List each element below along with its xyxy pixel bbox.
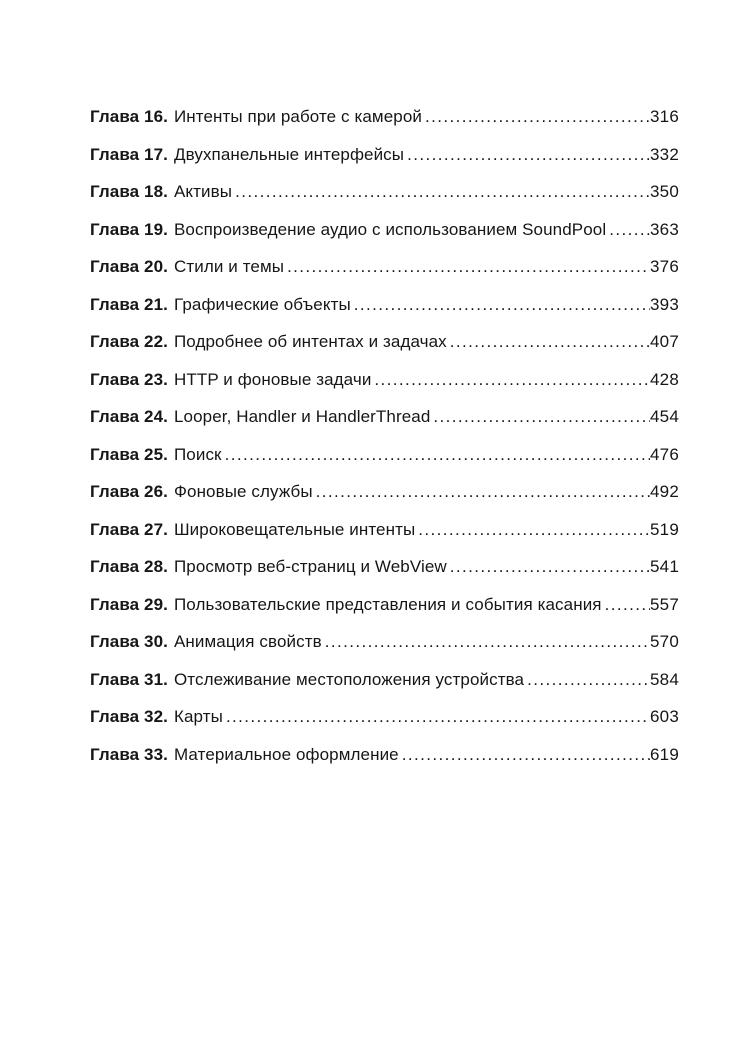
dot-leader	[450, 558, 650, 575]
toc-entry	[90, 558, 679, 575]
chapter-title: Карты	[173, 707, 223, 726]
toc-entry	[90, 708, 679, 725]
page-number: 541	[650, 557, 679, 576]
page-number: 570	[650, 632, 679, 651]
page-number: 363	[650, 219, 679, 239]
dot-leader	[402, 746, 650, 763]
page-number: 316	[650, 107, 679, 126]
dot-leader	[287, 258, 650, 275]
page-number: 350	[650, 182, 679, 201]
chapter-title: Looper, Handler и HandlerThread	[173, 407, 431, 426]
chapter-title: Просмотр веб-страниц и WebView	[173, 557, 447, 576]
chapter-label: Глава 30.	[90, 632, 168, 651]
chapter-title: Стили и темы	[173, 257, 285, 276]
chapter-title: Материальное оформление	[173, 744, 399, 764]
page-number: 332	[650, 144, 679, 164]
toc-entry	[90, 221, 679, 238]
dot-leader	[226, 708, 650, 725]
dot-leader	[325, 633, 650, 650]
page-number: 407	[650, 332, 679, 351]
dot-leader	[235, 183, 650, 200]
chapter-title: Графические объекты	[173, 294, 351, 314]
dot-leader	[527, 671, 650, 688]
chapter-label: Глава 28.	[90, 557, 168, 576]
chapter-label: Глава 29.	[90, 594, 168, 614]
toc-entry	[90, 671, 679, 688]
page-number: 476	[650, 444, 679, 464]
chapter-label: Глава 32.	[90, 707, 168, 726]
toc-entry	[90, 146, 679, 163]
toc-entry	[90, 446, 679, 463]
toc-entry	[90, 746, 679, 763]
toc-entry	[90, 333, 679, 350]
chapter-label: Глава 22.	[90, 332, 168, 351]
chapter-title: Поиск	[173, 444, 222, 464]
dot-leader	[433, 408, 650, 425]
table-of-contents	[90, 108, 679, 763]
chapter-label: Глава 27.	[90, 519, 168, 539]
toc-entry	[90, 258, 679, 275]
page-number: 393	[650, 294, 679, 314]
dot-leader	[605, 596, 650, 613]
chapter-title: Подробнее об интентах и задачах	[173, 332, 447, 351]
dot-leader	[354, 296, 650, 313]
page-number: 557	[650, 594, 679, 614]
dot-leader	[316, 483, 650, 500]
page-number: 619	[650, 744, 679, 764]
chapter-label: Глава 19.	[90, 219, 168, 239]
chapter-label: Глава 18.	[90, 182, 168, 201]
chapter-label: Глава 26.	[90, 482, 168, 501]
chapter-title: HTTP и фоновые задачи	[173, 369, 372, 389]
toc-entry	[90, 521, 679, 538]
dot-leader	[407, 146, 650, 163]
chapter-label: Глава 25.	[90, 444, 168, 464]
chapter-label: Глава 31.	[90, 669, 168, 689]
dot-leader	[374, 371, 650, 388]
toc-entry	[90, 296, 679, 313]
chapter-label: Глава 24.	[90, 407, 168, 426]
toc-entry	[90, 408, 679, 425]
dot-leader	[418, 521, 650, 538]
chapter-title: Анимация свойств	[173, 632, 322, 651]
chapter-title: Отслеживание местоположения устройства	[173, 669, 525, 689]
chapter-label: Глава 21.	[90, 294, 168, 314]
chapter-title: Активы	[173, 182, 233, 201]
dot-leader	[450, 333, 650, 350]
page-number: 603	[650, 707, 679, 726]
chapter-label: Глава 17.	[90, 144, 168, 164]
dot-leader	[425, 108, 650, 125]
chapter-label: Глава 20.	[90, 257, 168, 276]
page-number: 454	[650, 407, 679, 426]
page-number: 519	[650, 519, 679, 539]
chapter-title: Широковещательные интенты	[173, 519, 416, 539]
dot-leader	[609, 221, 650, 238]
chapter-title: Двухпанельные интерфейсы	[173, 144, 405, 164]
dot-leader	[225, 446, 650, 463]
chapter-title: Воспроизведение аудио с использованием SoundPool	[173, 219, 607, 239]
chapter-title: Пользовательские представления и события касания	[173, 594, 602, 614]
chapter-label: Глава 33.	[90, 744, 168, 764]
chapter-label: Глава 16.	[90, 107, 168, 126]
chapter-title: Интенты при работе с камерой	[173, 107, 422, 126]
toc-entry	[90, 183, 679, 200]
chapter-title: Фоновые службы	[173, 482, 313, 501]
chapter-label: Глава 23.	[90, 369, 168, 389]
toc-entry	[90, 633, 679, 650]
toc-entry	[90, 596, 679, 613]
toc-entry	[90, 371, 679, 388]
toc-entry	[90, 483, 679, 500]
page-number: 584	[650, 669, 679, 689]
toc-entry	[90, 108, 679, 125]
page-number: 492	[650, 482, 679, 501]
page-number: 428	[650, 369, 679, 389]
page-number: 376	[650, 257, 679, 276]
